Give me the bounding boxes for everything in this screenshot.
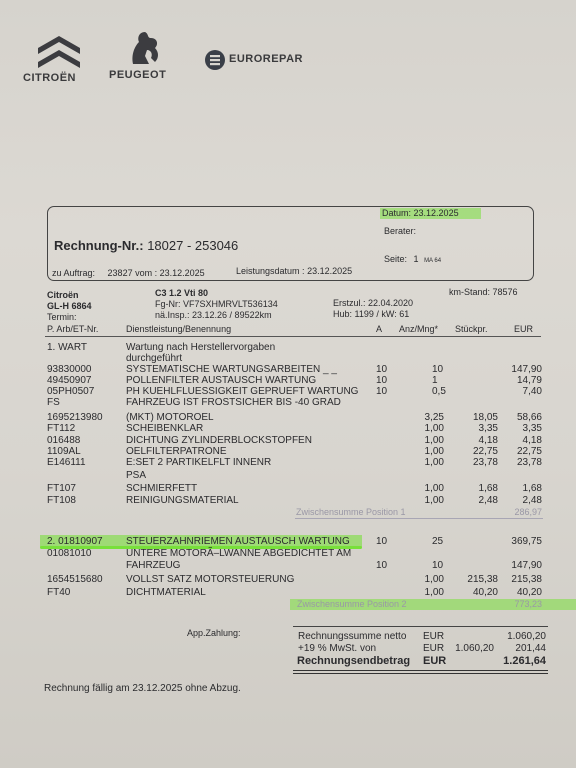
cell-description: SCHEIBENKLAR xyxy=(126,423,204,434)
cell-article-number: 016488 xyxy=(47,435,81,446)
cell-description: durchgeführt xyxy=(126,353,183,364)
cell-article-number: 49450907 xyxy=(47,375,92,386)
cell-amount: 7,40 xyxy=(522,386,542,397)
cell-description: STEUERZAHNRIEMEN AUSTAUSCH WARTUNG xyxy=(126,536,350,547)
cell-amount: 2,48 xyxy=(522,495,542,506)
cell-quantity: 1,00 xyxy=(424,435,444,446)
cell-description: Wartung nach Herstellervorgaben xyxy=(126,342,276,353)
cell-unit-price: 1,68 xyxy=(478,483,498,494)
cell-description: UNTERE MOTORÃ–LWANNE ABGEDICHTET AM xyxy=(126,548,352,559)
totals-bottom-line-1 xyxy=(293,670,548,671)
cell-amount: 147,90 xyxy=(511,560,542,571)
datum-value: 23.12.2025 xyxy=(413,208,459,218)
seite-value: 1 xyxy=(413,254,419,264)
cell-description: POLLENFILTER AUSTAUSCH WARTUNG xyxy=(126,375,317,386)
cell-description: DICHTMATERIAL xyxy=(126,587,206,598)
seite-suffix: MA 64 xyxy=(424,258,442,264)
cell-unit-price: 4,18 xyxy=(478,435,498,446)
cell-article-number: FT108 xyxy=(47,495,76,506)
vehicle-erstzul: Erstzul.: 22.04.2020 xyxy=(333,298,414,308)
mwst-label: +19 % MwSt. von xyxy=(298,643,377,654)
table-header xyxy=(0,324,576,336)
cell-article-number: 2. 01810907 xyxy=(47,536,103,547)
netto-value: 1.060,20 xyxy=(507,631,546,642)
cell-amount: 14,79 xyxy=(516,375,542,386)
end-currency: EUR xyxy=(423,655,447,667)
table-row xyxy=(0,457,576,469)
cell-article-number: 1654515680 xyxy=(47,574,103,585)
cell-description: E:SET 2 PARTIKELFLT INNENR xyxy=(126,457,272,468)
cell-unit-price: 18,05 xyxy=(472,412,498,423)
leistung-line xyxy=(236,266,352,276)
cell-description: SYSTEMATISCHE WARTUNGSARBEITEN _ _ xyxy=(126,364,337,375)
cell-amount: 3,35 xyxy=(522,423,542,434)
berater-label: Berater: xyxy=(384,226,417,236)
subtotal-1-value: 286,97 xyxy=(514,507,542,517)
vehicle-fgnr: Fg-Nr: VF7SXHMRVLT536134 xyxy=(155,299,278,309)
cell-description: DICHTUNG ZYLINDERBLOCKSTOPFEN xyxy=(126,435,312,446)
table-row xyxy=(0,423,576,435)
cell-description: (MKT) MOTOROEL xyxy=(126,412,214,423)
eurorepar-logo-text: EUROREPAR xyxy=(229,53,303,65)
peugeot-logo-text: PEUGEOT xyxy=(109,69,167,81)
cell-amount: 23,78 xyxy=(516,457,542,468)
vehicle-hub: Hub: 1199 / kW: 61 xyxy=(333,309,410,319)
cell-amount: 1,68 xyxy=(522,483,542,494)
cell-article-number: 1109AL xyxy=(47,446,81,457)
leistung-value: 23.12.2025 xyxy=(307,266,353,276)
cell-article-number: 93830000 xyxy=(47,364,92,375)
cell-amount: 40,20 xyxy=(516,587,542,598)
cell-quantity: 1,00 xyxy=(424,446,444,457)
cell-amount: 4,18 xyxy=(522,435,542,446)
cell-article-number: FS xyxy=(47,397,60,408)
peugeot-lion-icon xyxy=(125,28,165,68)
vehicle-plate: GL-H 6864 xyxy=(47,301,92,311)
table-header-divider xyxy=(45,336,541,337)
cell-amount: 215,38 xyxy=(511,574,542,585)
cell-description: REINIGUNGSMATERIAL xyxy=(126,495,239,506)
cell-article-number: E146111 xyxy=(47,457,86,468)
table-row xyxy=(0,470,576,482)
cell-a: 10 xyxy=(376,364,388,375)
table-row xyxy=(0,587,576,599)
cell-quantity: 1 xyxy=(432,375,438,386)
citroen-logo-text: CITROËN xyxy=(23,72,76,84)
datum-highlight xyxy=(380,208,481,219)
auftrag-value: 23827 vom : 23.12.2025 xyxy=(107,268,205,278)
cell-quantity: 1,00 xyxy=(424,574,444,585)
table-row xyxy=(0,495,576,507)
leistung-label: Leistungsdatum : xyxy=(236,266,305,276)
due-note: Rechnung fällig am 23.12.2025 ohne Abzug. xyxy=(44,683,241,694)
cell-article-number: 1695213980 xyxy=(47,412,103,423)
cell-a: 10 xyxy=(376,375,388,386)
table-row xyxy=(0,536,576,548)
vehicle-km-stand: km-Stand: 78576 xyxy=(449,287,518,297)
netto-label: Rechnungssumme netto xyxy=(298,631,407,642)
citroen-chevrons-icon xyxy=(34,32,84,68)
netto-currency: EUR xyxy=(423,631,445,642)
vehicle-model: C3 1.2 Vti 80 xyxy=(155,288,209,298)
bleed-through-shadow xyxy=(328,30,531,91)
subtotal-1-divider xyxy=(295,518,543,519)
cell-quantity: 1,00 xyxy=(424,457,444,468)
cell-quantity: 25 xyxy=(432,536,444,547)
seite-label: Seite: xyxy=(384,254,408,264)
col-header-artnr: P. Arb/ET-Nr. xyxy=(47,324,99,334)
cell-quantity: 3,25 xyxy=(424,412,444,423)
invoice-number-label: Rechnung-Nr.: xyxy=(54,238,144,253)
cell-description: SCHMIERFETT xyxy=(126,483,198,494)
cell-a: 10 xyxy=(376,386,388,397)
cell-article-number: 01081010 xyxy=(47,548,92,559)
cell-quantity: 0,5 xyxy=(432,386,446,397)
cell-unit-price: 23,78 xyxy=(472,457,498,468)
col-header-qty: Anz/Mng* xyxy=(399,324,439,334)
cell-quantity: 1,00 xyxy=(424,495,444,506)
col-header-a: A xyxy=(376,324,383,334)
cell-quantity: 1,00 xyxy=(424,483,444,494)
cell-article-number: 05PH0507 xyxy=(47,386,95,397)
cell-quantity: 1,00 xyxy=(424,423,444,434)
table-row xyxy=(0,483,576,495)
seite-info xyxy=(384,254,441,264)
end-label: Rechnungsendbetrag xyxy=(297,655,411,667)
totals-top-line xyxy=(293,626,548,627)
table-row xyxy=(0,397,576,409)
cell-description: PSA xyxy=(126,470,147,481)
termin-label: Termin: xyxy=(47,312,77,322)
mwst-currency: EUR xyxy=(423,643,445,654)
cell-unit-price: 40,20 xyxy=(472,587,498,598)
cell-amount: 369,75 xyxy=(511,536,542,547)
table-row xyxy=(0,574,576,586)
cell-article-number: 1. WART xyxy=(47,342,88,353)
auftrag-label: zu Auftrag: xyxy=(52,268,96,278)
datum-label: Datum: xyxy=(382,208,412,218)
col-header-unit-price: Stückpr. xyxy=(455,324,488,334)
cell-unit-price: 2,48 xyxy=(478,495,498,506)
cell-article-number: FT40 xyxy=(47,587,71,598)
auftrag-line xyxy=(52,268,205,278)
invoice-title xyxy=(54,238,238,253)
subtotal-2-value: 773,23 xyxy=(514,599,542,609)
cell-article-number: FT107 xyxy=(47,483,76,494)
cell-description: OELFILTERPATRONE xyxy=(126,446,227,457)
cell-description: VOLLST SATZ MOTORSTEUERUNG xyxy=(126,574,295,585)
cell-unit-price: 3,35 xyxy=(478,423,498,434)
table-row xyxy=(0,548,576,560)
cell-article-number: FT112 xyxy=(47,423,76,434)
cell-amount: 147,90 xyxy=(511,364,542,375)
eurorepar-logo-icon xyxy=(204,49,226,71)
table-row xyxy=(0,560,576,572)
cell-a: 10 xyxy=(376,560,388,571)
cell-unit-price: 22,75 xyxy=(472,446,498,457)
cell-amount: 58,66 xyxy=(516,412,542,423)
cell-unit-price: 215,38 xyxy=(467,574,498,585)
cell-quantity: 1,00 xyxy=(424,587,444,598)
subtotal-1-label: Zwischensumme Position 1 xyxy=(296,507,406,517)
cell-description: FAHRZEUG xyxy=(126,560,181,571)
totals-bottom-line-2 xyxy=(293,673,548,674)
cell-description: PH KUEHLFLUESSIGKEIT GEPRUEFT WARTUNG xyxy=(126,386,359,397)
mwst-value: 201,44 xyxy=(515,643,546,654)
cell-quantity: 10 xyxy=(432,560,444,571)
cell-amount: 22,75 xyxy=(516,446,542,457)
cell-description: FAHRZEUG IST FROSTSICHER BIS -40 GRAD xyxy=(126,397,341,408)
invoice-number: 18027 - 253046 xyxy=(147,238,239,253)
mwst-base: 1.060,20 xyxy=(455,643,494,654)
col-header-description: Dienstleistung/Benennung xyxy=(126,324,232,334)
col-header-eur: EUR xyxy=(514,324,534,334)
cell-a: 10 xyxy=(376,536,388,547)
vehicle-inspection: nä.Insp.: 23.12.26 / 89522km xyxy=(155,310,272,320)
end-value: 1.261,64 xyxy=(503,655,546,667)
app-zahlung-label: App.Zahlung: xyxy=(187,628,241,638)
subtotal-2-label: Zwischensumme Position 2 xyxy=(297,599,407,609)
cell-quantity: 10 xyxy=(432,364,444,375)
vehicle-make: Citroën xyxy=(47,290,79,300)
